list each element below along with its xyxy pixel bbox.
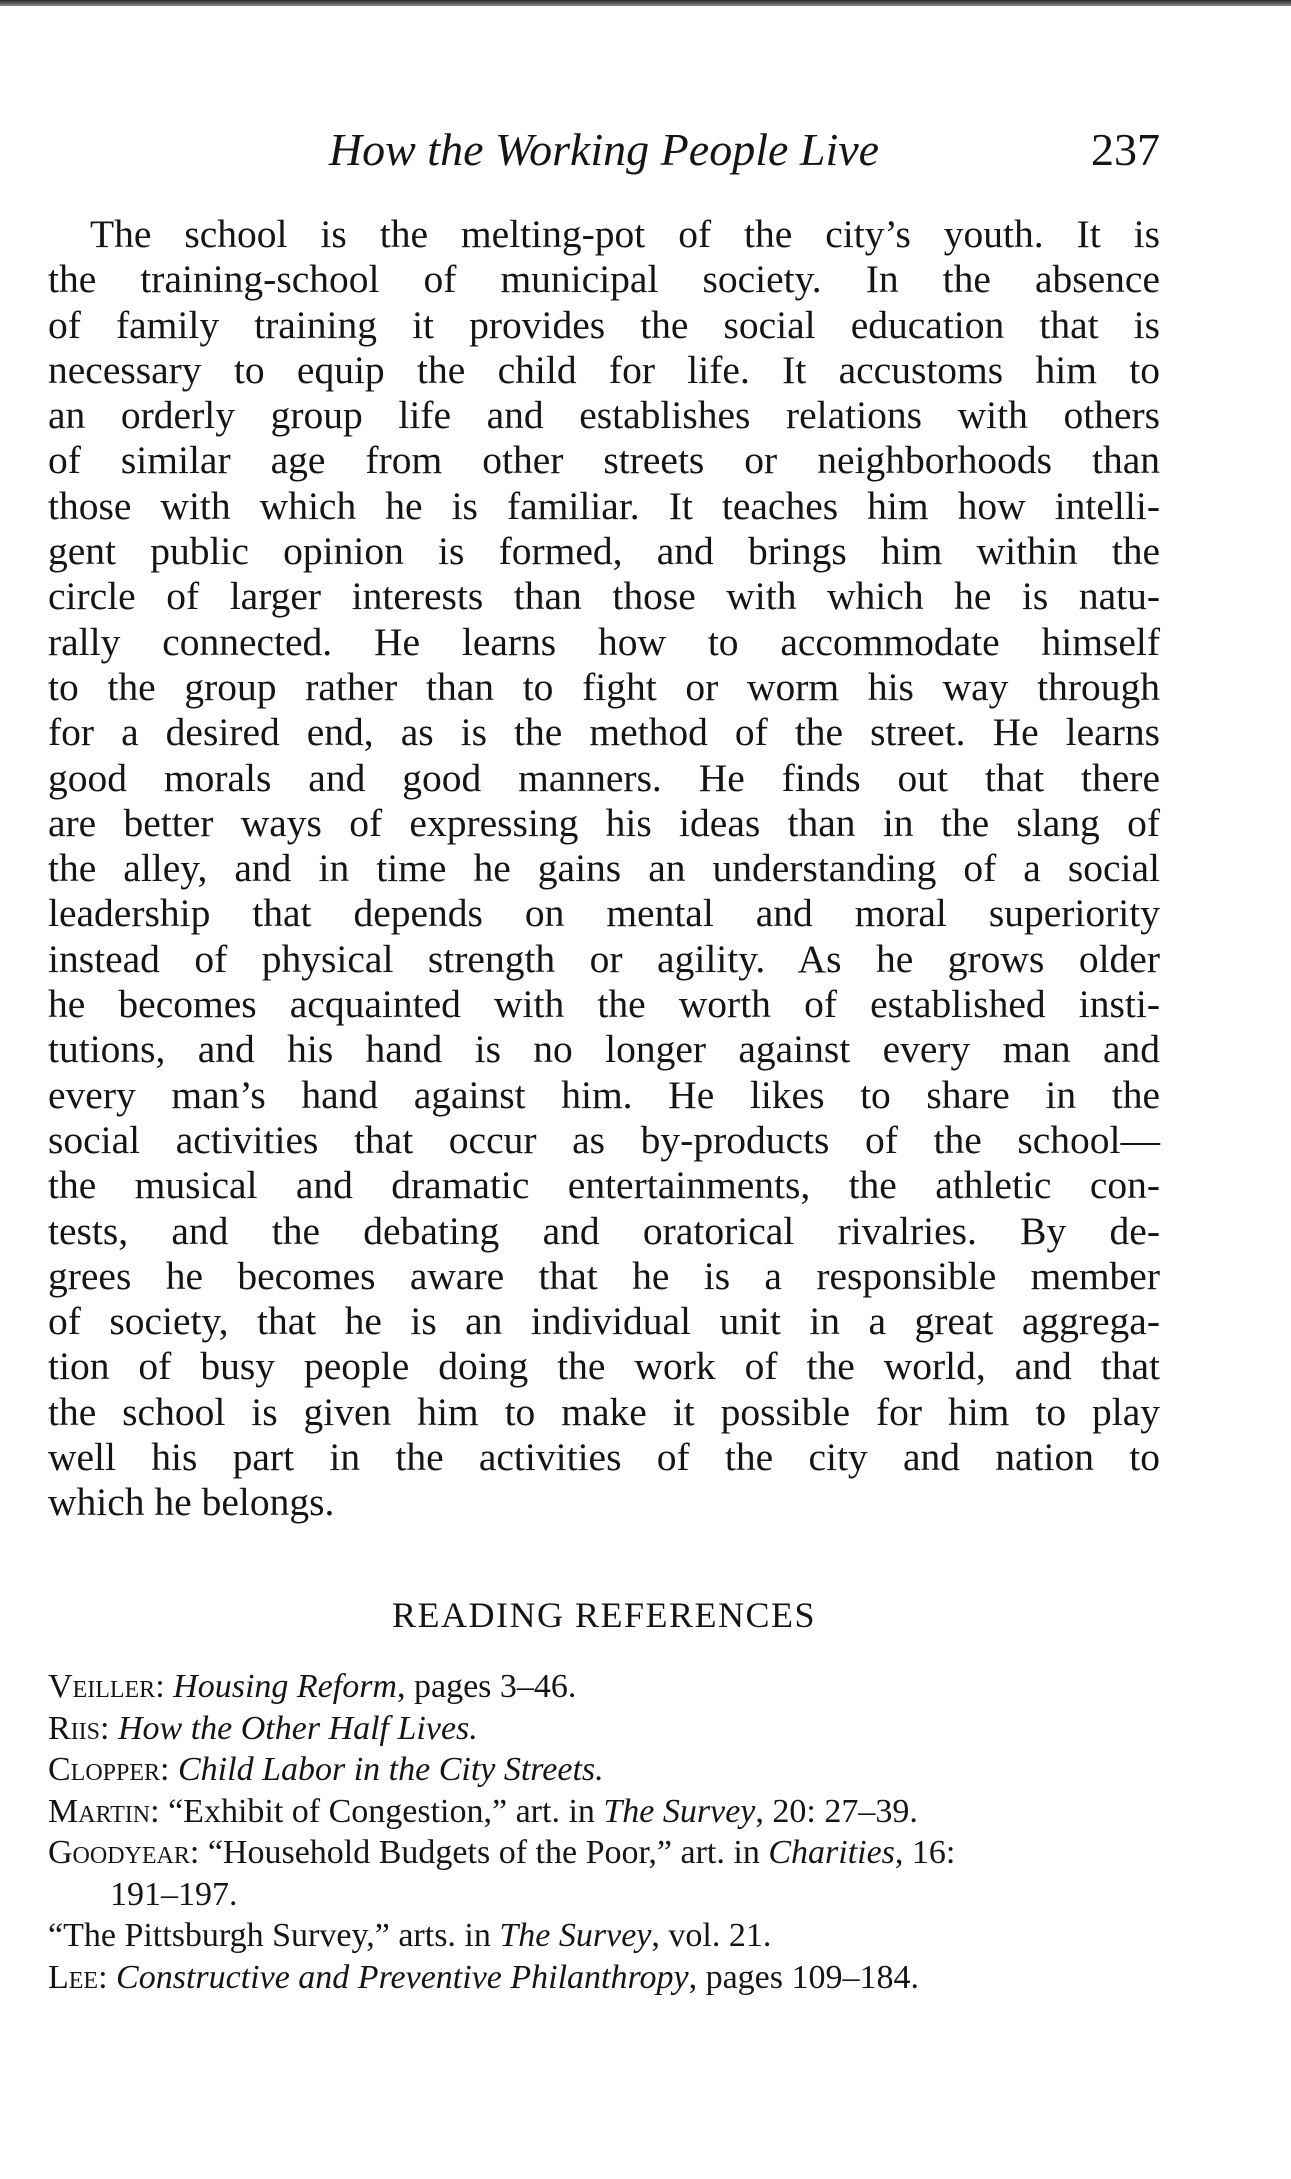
reference-separator: : (98, 1958, 117, 1996)
body-line: The school is the melting-pot of the city’s youth. It is (90, 212, 1160, 256)
reference-author: Riis (48, 1709, 101, 1747)
body-line: tutions, and his hand is no longer against every man and (48, 1027, 1160, 1072)
body-line: an orderly group life and establishes relations with others (48, 393, 1160, 438)
page-number: 237 (1091, 124, 1160, 175)
body-line: he becomes acquainted with the worth of established insti- (48, 982, 1160, 1027)
reference-title: How the Other Half Lives. (117, 1709, 478, 1747)
body-line: of similar age from other streets or neighborhoods than (48, 438, 1160, 483)
body-line: instead of physical strength or agility. As he grows older (48, 936, 1160, 981)
reference-author: Martin (48, 1792, 151, 1830)
reference-detail: , pages 3–46. (396, 1668, 577, 1705)
body-line: good morals and good manners. He finds out that there (48, 755, 1160, 800)
body-paragraph (48, 212, 1160, 1526)
reference-title: Constructive and Preventive Philanthropy (116, 1958, 689, 1996)
reference-separator: : (100, 1709, 118, 1747)
reference-title: The Survey (603, 1792, 756, 1830)
reference-separator: : (150, 1792, 169, 1830)
reference-item (48, 1749, 1160, 1791)
body-line: the musical and dramatic entertainments, the athletic con- (48, 1163, 1160, 1208)
reference-article: “The Pittsburgh Survey,” arts. in (48, 1917, 500, 1954)
body-line: of family training it provides the social education that is (48, 302, 1160, 347)
body-line: of society, that he is an individual unit in a great aggrega- (48, 1299, 1160, 1344)
body-line: social activities that occur as by-products of the school— (48, 1117, 1160, 1162)
reference-article: “Household Budgets of the Poor,” art. in (207, 1834, 769, 1871)
reference-item (48, 1791, 1160, 1833)
reference-continuation: 191–197. (110, 1875, 238, 1913)
body-line: well his part in the activities of the city and nation to (48, 1435, 1160, 1480)
body-line: which he belongs. (48, 1480, 335, 1525)
body-line: to the group rather than to fight or worm his way through (48, 664, 1160, 709)
reference-item (48, 1832, 1160, 1874)
reference-separator: : (155, 1668, 174, 1705)
running-title: How the Working People Live (328, 124, 880, 175)
reference-separator: : (160, 1751, 178, 1788)
reference-detail: , pages 109–184. (688, 1958, 919, 1996)
reading-references-heading: READING REFERENCES (391, 1595, 817, 1635)
body-line: leadership that depends on mental and moral superiority (48, 891, 1160, 936)
top-edge-rule (0, 0, 1291, 6)
reading-references-list (48, 1666, 1160, 1998)
reference-author: Veiller (48, 1668, 156, 1705)
body-line: the school is given him to make it possible for him to play (48, 1389, 1160, 1434)
reference-title: The Survey (499, 1917, 652, 1954)
reference-author: Clopper (48, 1751, 161, 1788)
body-line: the alley, and in time he gains an understanding of a social (48, 846, 1160, 891)
body-line: tests, and the debating and oratorical rivalries. By de- (48, 1208, 1160, 1253)
body-line: the training-school of municipal society. In the absence (48, 257, 1160, 302)
reference-detail: , vol. 21. (651, 1917, 772, 1954)
reference-detail: , 20: 27–39. (755, 1792, 918, 1830)
body-line: gent public opinion is formed, and brings him within the (48, 529, 1160, 574)
body-line: rally connected. He learns how to accommodate himself (48, 619, 1160, 664)
reference-item (48, 1957, 1160, 1999)
body-line: those with which he is familiar. It teaches him how intelli- (48, 483, 1160, 528)
body-line: every man’s hand against him. He likes to share in the (48, 1072, 1160, 1117)
reference-item (48, 1915, 1160, 1957)
reference-item (48, 1666, 1160, 1708)
body-line: for a desired end, as is the method of the street. He learns (48, 710, 1160, 755)
body-line: are better ways of expressing his ideas than in the slang of (48, 800, 1160, 845)
running-head (48, 120, 1160, 180)
body-line: grees he becomes aware that he is a responsible member (48, 1253, 1160, 1298)
reference-article: “Exhibit of Congestion,” art. in (168, 1792, 604, 1830)
reference-author: Goodyear (48, 1834, 190, 1871)
reference-item (48, 1708, 1160, 1750)
body-line: necessary to equip the child for life. It accustoms him to (48, 347, 1160, 392)
reference-title: Charities (768, 1834, 895, 1871)
body-line: tion of busy people doing the work of the world, and that (48, 1344, 1160, 1389)
reference-separator: : (189, 1834, 208, 1871)
body-line: circle of larger interests than those with which he is natu- (48, 574, 1160, 619)
reference-author: Lee (48, 1958, 99, 1996)
reference-detail: , 16: (894, 1834, 956, 1871)
reference-title: Housing Reform (173, 1668, 397, 1705)
reference-title: Child Labor in the City Streets. (178, 1751, 604, 1788)
